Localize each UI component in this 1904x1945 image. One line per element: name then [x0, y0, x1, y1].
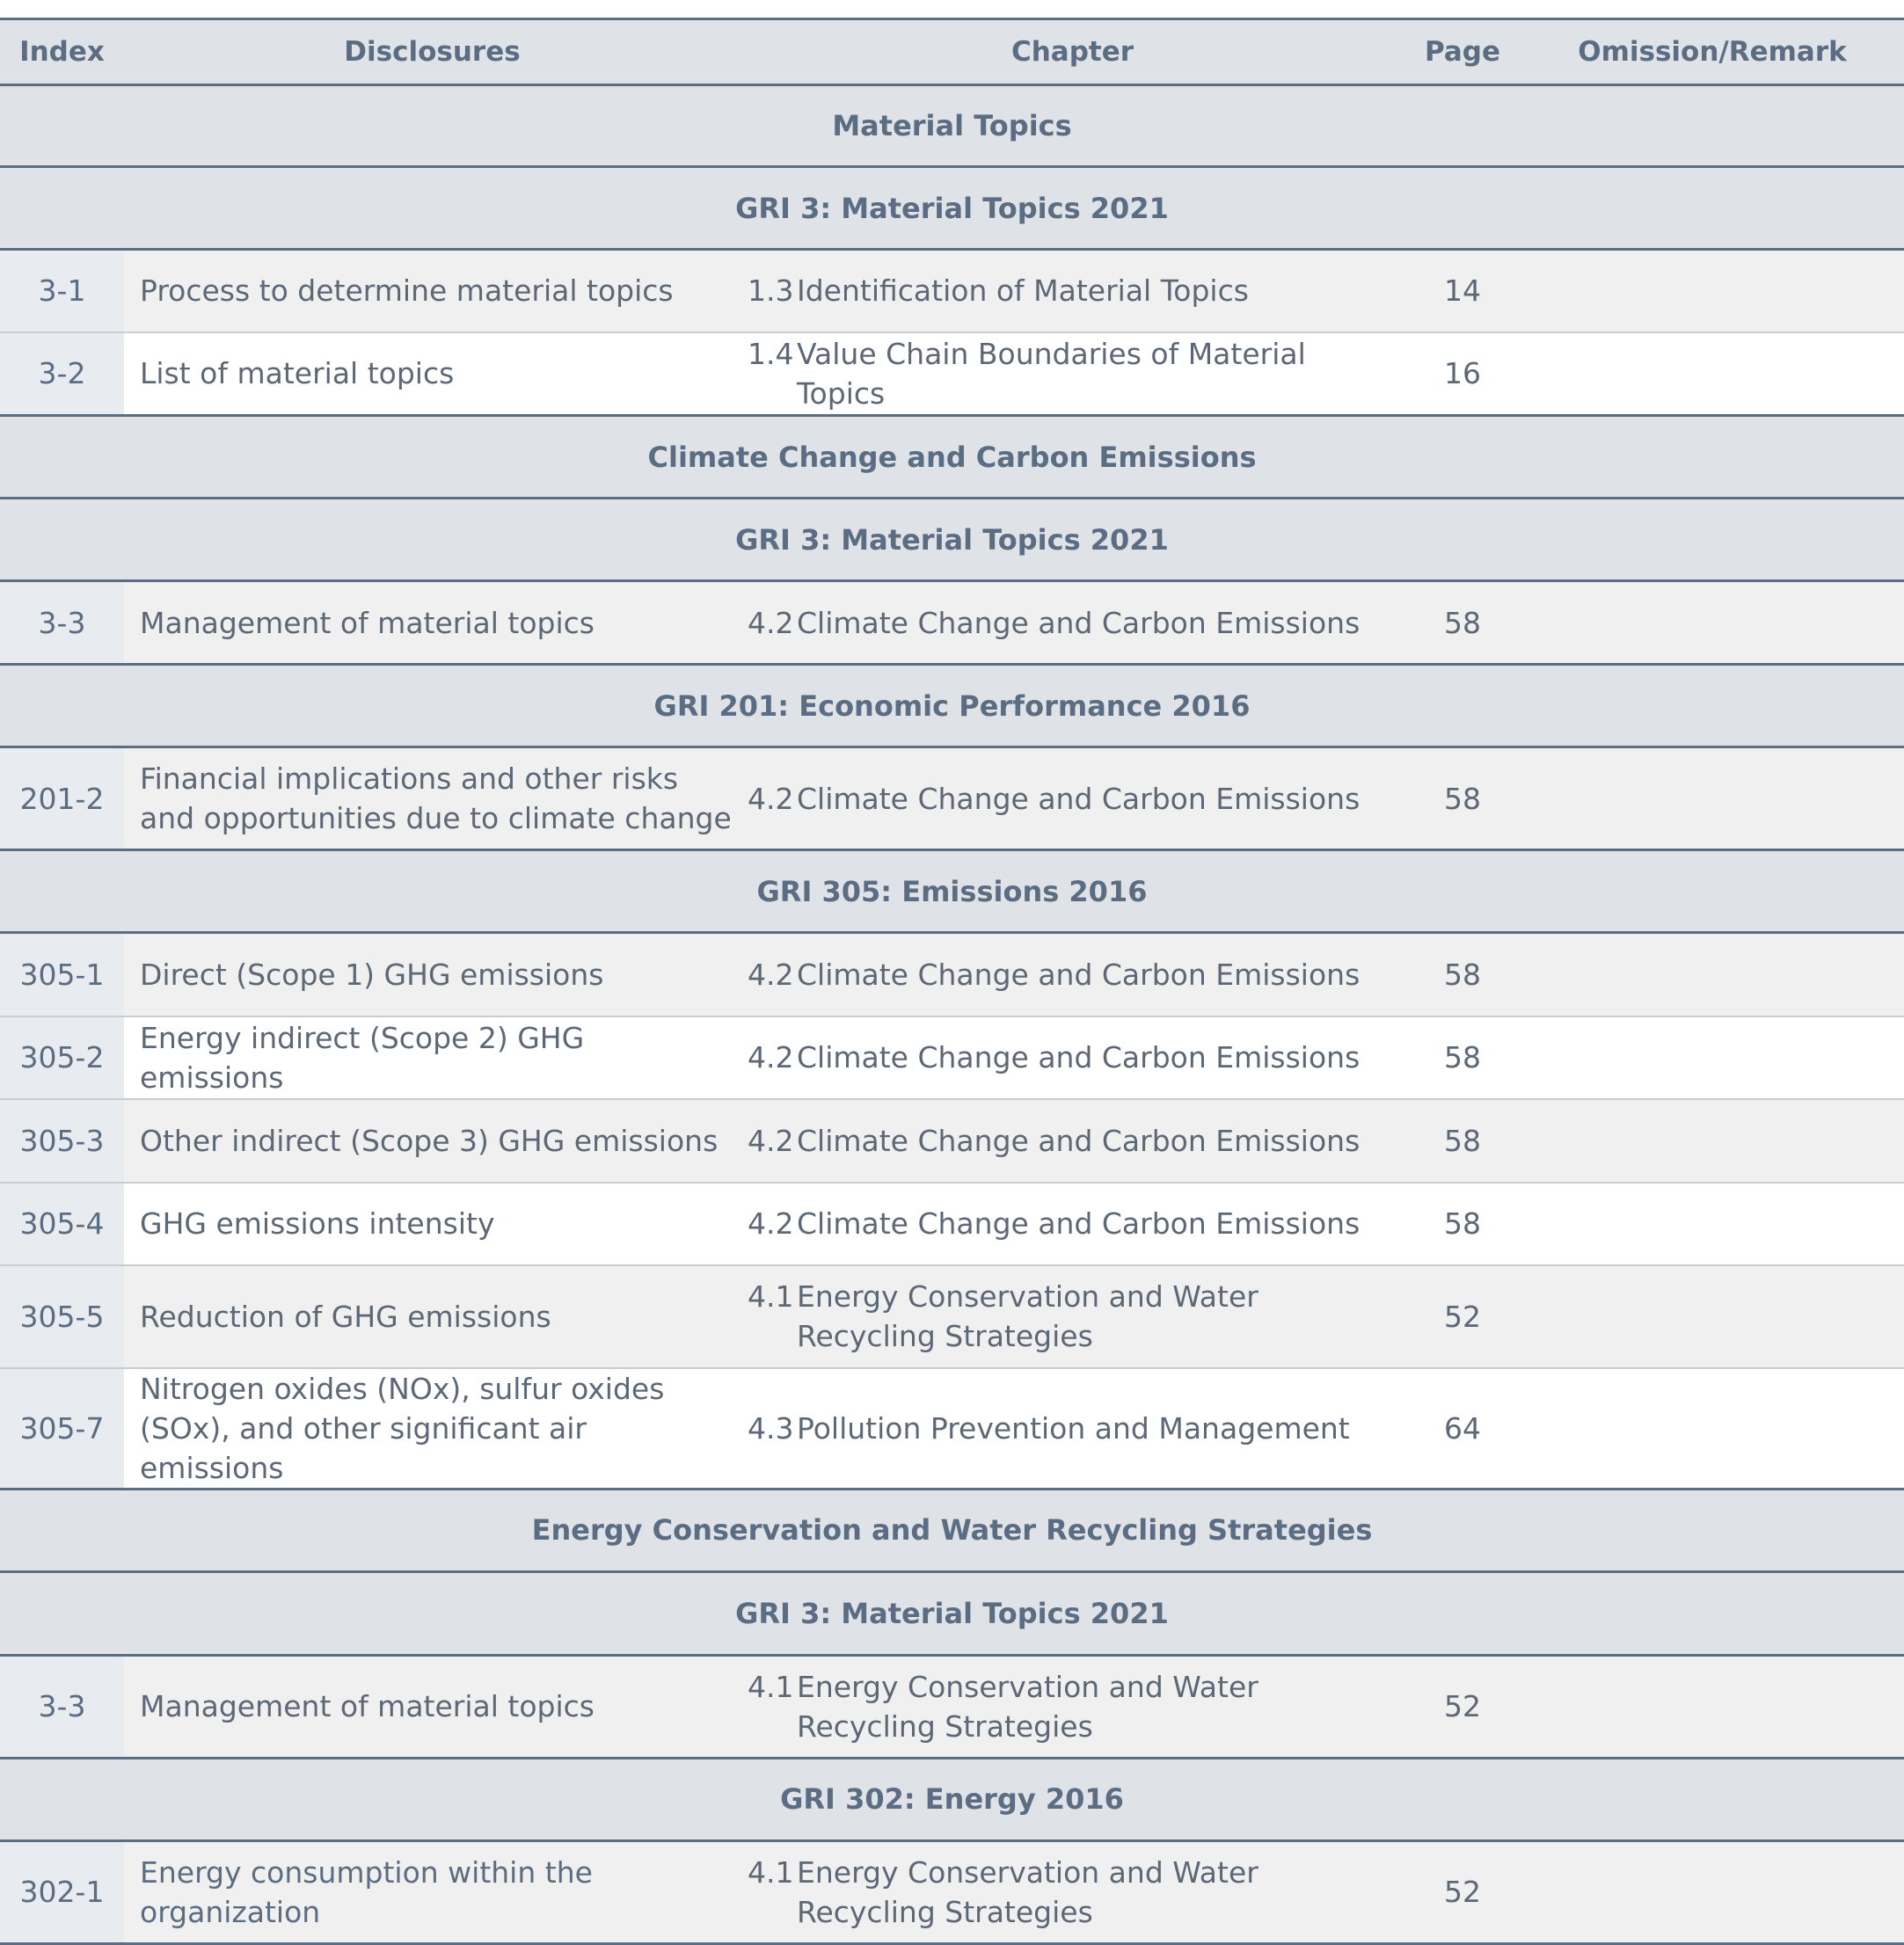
disclosure-cell: Management of material topics — [124, 581, 740, 665]
chapter-cell — [740, 1265, 1404, 1368]
table-header-row — [0, 19, 1904, 85]
table-row — [0, 332, 1904, 416]
index-cell: 3-2 — [0, 332, 124, 416]
disclosure-cell: Process to determine material topics — [124, 250, 740, 332]
section-title: GRI 3: Material Topics 2021 — [0, 167, 1904, 250]
index-cell: 3-1 — [0, 250, 124, 332]
page-cell: 58 — [1404, 581, 1521, 665]
section-row — [0, 167, 1904, 250]
section-row — [0, 850, 1904, 933]
remark-cell — [1521, 1265, 1904, 1368]
table-row — [0, 250, 1904, 332]
table-row — [0, 747, 1904, 850]
index-cell: 3-3 — [0, 581, 124, 665]
table-row — [0, 1265, 1904, 1368]
page-cell: 58 — [1404, 1016, 1521, 1099]
index-cell: 305-5 — [0, 1265, 124, 1368]
section-title: Material Topics — [0, 85, 1904, 167]
index-cell: 3-3 — [0, 1655, 124, 1758]
chapter-cell — [740, 747, 1404, 850]
section-title: GRI 201: Economic Performance 2016 — [0, 665, 1904, 747]
page-cell: 52 — [1404, 1265, 1521, 1368]
disclosure-cell: Reduction of GHG emissions — [124, 1265, 740, 1368]
chapter-title: Energy Conservation and Water Recycling Strategies — [797, 1279, 1258, 1353]
chapter-number: 4.2 — [748, 957, 794, 992]
page-cell: 64 — [1404, 1368, 1521, 1490]
chapter-number: 1.3 — [748, 273, 794, 309]
chapter-cell — [740, 1183, 1404, 1265]
index-cell: 305-2 — [0, 1016, 124, 1099]
disclosure-cell: List of material topics — [124, 332, 740, 416]
section-row — [0, 1489, 1904, 1571]
chapter-cell — [740, 1099, 1404, 1183]
remark-cell — [1521, 1099, 1904, 1183]
index-cell: 305-7 — [0, 1368, 124, 1490]
disclosure-cell: Energy consumption within the organization — [124, 1840, 740, 1943]
table-row — [0, 1099, 1904, 1183]
section-title: Energy Conservation and Water Recycling Strategies — [0, 1489, 1904, 1571]
table-row — [0, 1840, 1904, 1943]
page-cell: 58 — [1404, 1099, 1521, 1183]
remark-cell — [1521, 1368, 1904, 1490]
index-cell: 305-3 — [0, 1099, 124, 1183]
disclosure-cell: Financial implications and other risks and opportunities due to climate change — [124, 747, 740, 850]
chapter-cell — [740, 1655, 1404, 1758]
chapter-number: 1.4 — [748, 336, 794, 371]
table-row — [0, 1016, 1904, 1099]
remark-cell — [1521, 1840, 1904, 1943]
table-row — [0, 1183, 1904, 1265]
gri-content-index-table — [0, 18, 1904, 1945]
header-chapter: Chapter — [740, 19, 1404, 85]
chapter-cell — [740, 581, 1404, 665]
chapter-title: Value Chain Boundaries of Material Topics — [797, 336, 1306, 411]
remark-cell — [1521, 1016, 1904, 1099]
chapter-cell — [740, 933, 1404, 1016]
page-cell: 52 — [1404, 1840, 1521, 1943]
disclosure-cell: GHG emissions intensity — [124, 1183, 740, 1265]
remark-cell — [1521, 933, 1904, 1016]
chapter-number: 4.2 — [748, 1040, 794, 1074]
index-cell: 302-1 — [0, 1840, 124, 1943]
page-cell: 58 — [1404, 1183, 1521, 1265]
page-cell: 58 — [1404, 747, 1521, 850]
table-row — [0, 933, 1904, 1016]
chapter-cell — [740, 1368, 1404, 1490]
page-cell: 14 — [1404, 250, 1521, 332]
remark-cell — [1521, 332, 1904, 416]
table-row — [0, 1368, 1904, 1490]
chapter-number: 4.1 — [748, 1669, 794, 1704]
remark-cell — [1521, 250, 1904, 332]
disclosure-cell: Energy indirect (Scope 2) GHG emissions — [124, 1016, 740, 1099]
chapter-title: Climate Change and Carbon Emissions — [797, 1123, 1361, 1158]
section-row — [0, 1758, 1904, 1840]
disclosure-cell: Management of material topics — [124, 1655, 740, 1758]
index-cell: 305-1 — [0, 933, 124, 1016]
chapter-number: 4.1 — [748, 1279, 794, 1314]
index-cell: 305-4 — [0, 1183, 124, 1265]
header-disclosures: Disclosures — [124, 19, 740, 85]
disclosure-cell: Other indirect (Scope 3) GHG emissions — [124, 1099, 740, 1183]
section-title: Climate Change and Carbon Emissions — [0, 416, 1904, 499]
section-title: GRI 302: Energy 2016 — [0, 1758, 1904, 1840]
section-title: GRI 3: Material Topics 2021 — [0, 1571, 1904, 1655]
chapter-cell — [740, 1840, 1404, 1943]
page-cell: 58 — [1404, 933, 1521, 1016]
chapter-title: Climate Change and Carbon Emissions — [797, 1040, 1361, 1074]
remark-cell — [1521, 1655, 1904, 1758]
chapter-cell — [740, 250, 1404, 332]
chapter-title: Climate Change and Carbon Emissions — [797, 605, 1361, 640]
chapter-number: 4.2 — [748, 605, 794, 640]
table-row — [0, 1655, 1904, 1758]
chapter-number: 4.2 — [748, 1206, 794, 1241]
disclosure-cell: Direct (Scope 1) GHG emissions — [124, 933, 740, 1016]
remark-cell — [1521, 747, 1904, 850]
chapter-title: Climate Change and Carbon Emissions — [797, 781, 1361, 816]
chapter-number: 4.3 — [748, 1410, 794, 1446]
header-index: Index — [0, 19, 124, 85]
chapter-number: 4.1 — [748, 1854, 794, 1890]
chapter-number: 4.2 — [748, 1123, 794, 1158]
chapter-title: Energy Conservation and Water Recycling Strategies — [797, 1854, 1258, 1929]
section-title: GRI 305: Emissions 2016 — [0, 850, 1904, 933]
section-row — [0, 85, 1904, 167]
table-row — [0, 581, 1904, 665]
index-cell: 201-2 — [0, 747, 124, 850]
chapter-cell — [740, 1016, 1404, 1099]
section-row — [0, 416, 1904, 499]
chapter-title: Identification of Material Topics — [797, 273, 1249, 309]
chapter-number: 4.2 — [748, 781, 794, 816]
chapter-title: Energy Conservation and Water Recycling Strategies — [797, 1669, 1258, 1744]
header-page: Page — [1404, 19, 1521, 85]
page-cell: 52 — [1404, 1655, 1521, 1758]
section-title: GRI 3: Material Topics 2021 — [0, 499, 1904, 581]
chapter-title: Climate Change and Carbon Emissions — [797, 957, 1361, 992]
chapter-title: Climate Change and Carbon Emissions — [797, 1206, 1361, 1241]
disclosure-cell: Nitrogen oxides (NOx), sulfur oxides (SOx), and other significant air emissions — [124, 1368, 740, 1490]
remark-cell — [1521, 581, 1904, 665]
chapter-title: Pollution Prevention and Management — [797, 1410, 1350, 1446]
section-row — [0, 1571, 1904, 1655]
section-row — [0, 665, 1904, 747]
header-omission-remark: Omission/Remark — [1521, 19, 1904, 85]
page-cell: 16 — [1404, 332, 1521, 416]
chapter-cell — [740, 332, 1404, 416]
section-row — [0, 499, 1904, 581]
remark-cell — [1521, 1183, 1904, 1265]
